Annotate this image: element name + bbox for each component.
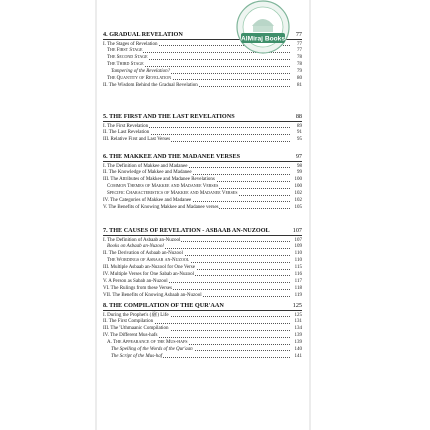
entry-title: I. The Definition of Asbaab an-Nuzool [103,237,181,243]
entry-page-number: 131 [294,319,302,325]
entry-title: Tampering of the Revelation? [111,69,171,75]
entry-title: A. The Appearance of the Mus-hafs [107,340,188,346]
entry-page-number: 89 [297,123,302,129]
section-title: 8. THE COMPILATION OF THE QUR'AAN [103,302,224,309]
entry-page-number: 105 [294,204,302,210]
entry-title: I. The Stages of Revelation [103,41,158,47]
entry-title: I. The Definition of Makkee and Madanee [103,163,188,169]
section-page-number: 77 [295,31,302,38]
section-page-number: 88 [295,113,302,120]
entry-title: The Wordings of Asbaab an-Nuzool [107,258,190,264]
section-page-number: 97 [295,153,302,160]
entry-page-number: 102 [294,198,302,203]
entry-title: Common Themes of Makkee and Madanee Verses [107,184,219,190]
entry-page-number: 78 [297,55,302,61]
entry-page-number: 91 [297,130,302,136]
entry-title: The First Stage [107,48,143,54]
entry-title: IV. The Different Mus-hafs [103,333,158,339]
entry-page-number: 78 [297,62,302,68]
entry-title: III. The 'Uthmaanic Compilation [103,326,169,332]
entry-page-number: 80 [297,76,302,81]
entry-title: Books on Asbaab an-Nuzool [107,244,164,250]
entry-title: V. A Person as Sabab an-Nuzool [103,278,168,284]
section-page-number: 107 [292,227,302,234]
entry-title: III. Multiple Asbaab an-Nuzool for One Verse [103,265,195,271]
entry-page-number: 117 [294,278,302,284]
section-title: 5. THE FIRST AND THE LAST REVELATIONS [103,113,235,120]
entry-title: II. The Derivation of Asbaab an-Nuzool [103,251,183,257]
page-right-edge [309,0,311,430]
entry-title: The Third Stage [107,62,144,68]
logo-name: AlMiraj Books [241,35,285,43]
entry-page-number: 139 [294,340,302,346]
entry-title: II. The First Compilation [103,319,154,325]
toc-entry [103,136,302,143]
entry-title: II. The Wisdom Behind the Gradual Revelation [103,82,198,88]
entry-title: III. The Attributes of Makkee and Madanee Revelations [103,177,215,183]
entry-page-number: 115 [294,265,302,271]
entry-title: I. The First Revelation [103,123,149,129]
entry-title: II. The Knowledge of Makkee and Madanee [103,170,192,176]
entry-page-number: 102 [294,191,302,197]
logo-badge [230,0,296,58]
entry-title: IV. Multiple Verses for One Sabab an-Nuzool [103,272,195,277]
entry-page-number: 119 [294,292,302,298]
entry-title: IV. The Categories of Makkee and Madanee [103,198,192,203]
toc-entry [103,292,302,299]
entry-page-number: 77 [297,48,302,54]
entry-page-number: 79 [297,69,302,75]
entry-page-number: 110 [294,258,302,264]
entry-page-number: 81 [297,82,302,88]
entry-page-number: 110 [294,251,302,257]
building-icon [253,26,273,32]
entry-page-number: 125 [294,312,302,318]
entry-page-number: 77 [297,41,302,47]
section-title: 4. GRADUAL REVELATION [103,31,183,38]
entry-page-number: 99 [297,170,302,176]
entry-page-number: 141 [294,353,302,359]
section-page-number: 125 [292,302,302,309]
entry-title: The Quantity of Revelation [107,76,172,81]
entry-page-number: 109 [294,244,302,250]
entry-title: The Script of the Mus-haf [111,353,163,359]
entry-title: III. Relative First and Last Verses [103,137,171,143]
entry-page-number: 134 [294,326,302,332]
section-heading [103,226,302,236]
section-title: 6. THE MAKKEE AND THE MADANEE VERSES [103,153,241,160]
entry-title: V. The Benefits of Knowing Makkee and Madanee verses [103,204,219,210]
entry-title: The Second Stage [107,55,148,61]
entry-title: II. The Last Revelation [103,130,150,136]
entry-title: I. During the Prophet's (ﷺ) Life [103,312,169,318]
toc-entry [103,204,302,211]
entry-title: The Spelling of the Words of the Qur'aan [111,347,193,352]
entry-title: VII. The Benefits of Knowing Asbaab an-Nuzool [103,292,202,298]
toc-entry [103,82,302,89]
section-heading [103,152,302,162]
entry-title: VI. The Rulings from these Verses [103,285,172,291]
entry-page-number: 100 [294,177,302,183]
entry-page-number: 140 [294,347,302,352]
section-heading [103,112,302,122]
entry-title: Specific Characteristics of Makkee and Madanee Verses [107,191,238,197]
entry-page-number: 139 [294,333,302,339]
entry-page-number: 100 [294,184,302,190]
entry-page-number: 118 [294,285,302,291]
section-title: 7. THE CAUSES OF REVELATION - ASBAAB AN-NUZOOL [103,227,270,234]
section-heading [103,301,302,311]
entry-page-number: 107 [294,237,302,243]
toc-entry [111,353,302,360]
entry-page-number: 95 [297,137,302,143]
entry-page-number: 116 [294,272,302,277]
entry-page-number: 98 [297,163,302,169]
